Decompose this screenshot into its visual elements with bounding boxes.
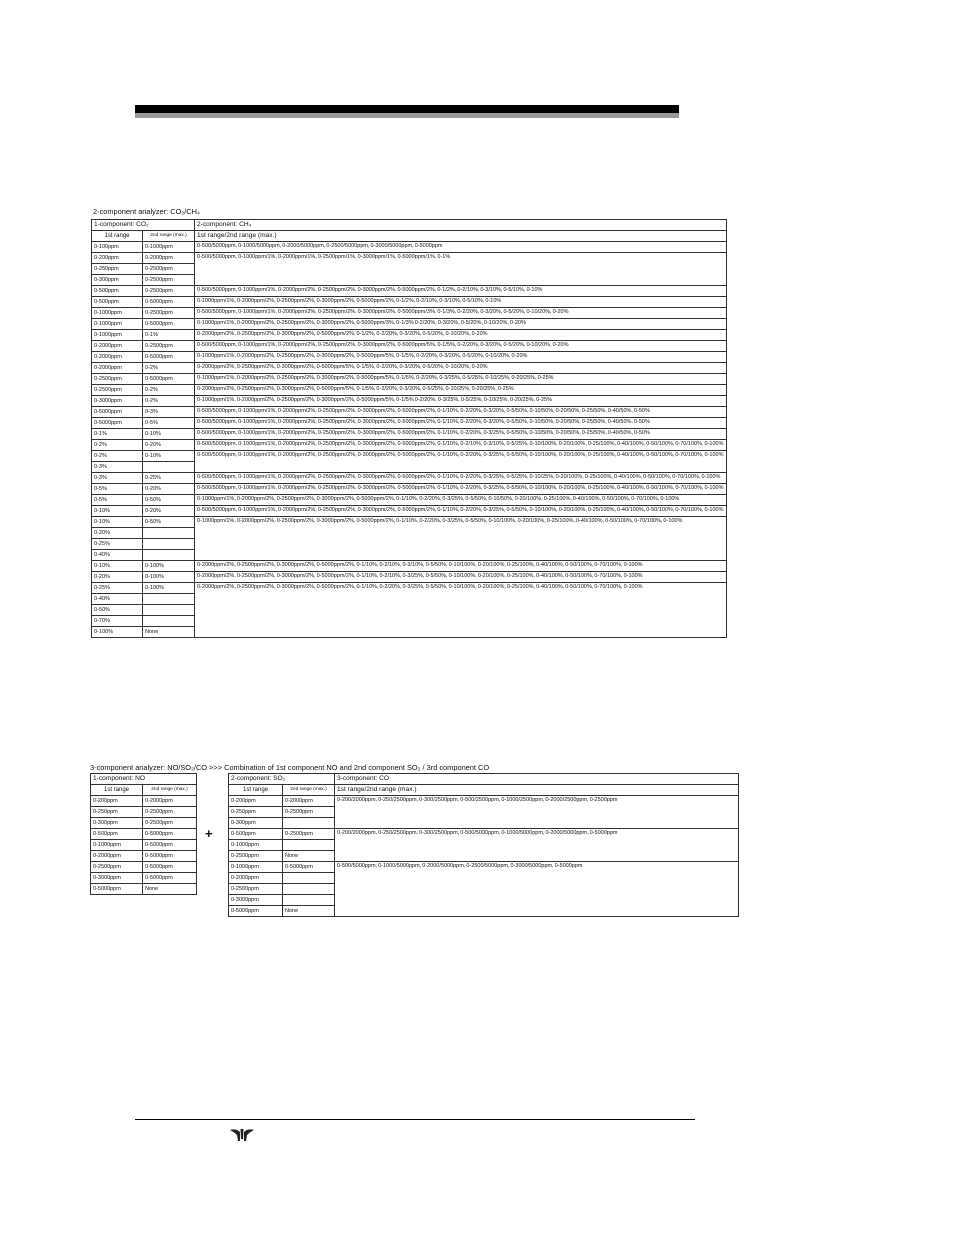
co2-first-range-cell: 0-1%: [92, 429, 143, 440]
co2-second-range-cell: 0-100%: [143, 561, 195, 572]
co2-second-range-cell: 0-2500ppm: [143, 275, 195, 286]
co2-first-range-cell: 0-1000ppm: [92, 330, 143, 341]
ch4-range-list-cell: 0-500/5000ppm, 0-1000ppm/1%, 0-2000ppm/1%, 0-2500ppm/1%, 0-3000ppm/1%, 0-5000ppm/1%, 0-1%: [195, 253, 727, 286]
so2-first-range-cell: 0-2500ppm: [229, 884, 283, 895]
table-row: [92, 572, 727, 583]
co2-first-range-cell: 0-500ppm: [92, 286, 143, 297]
co2-second-range-cell: 0-2%: [143, 363, 195, 374]
co2-second-range-cell: [143, 528, 195, 539]
table-row: [92, 253, 727, 264]
ch4-range-list-cell: 0-500/5000ppm, 0-1000ppm/1%, 0-2000ppm/2%, 0-2500ppm/2%, 0-3000ppm/2%, 0-5000ppm/2%, 0-1/10%, 0-2/20%, 0-3/25%, 0-5/50%, 0-10/100%, 0-20/100%, 0-25/100%, 0-40/100%, 0-50/100%, 0-70/100%, 0-100%: [195, 451, 727, 473]
table-row: [91, 873, 197, 884]
table2-subhead-1st: 1st range: [91, 785, 143, 796]
table-row: [92, 385, 727, 396]
co2-first-range-cell: 0-5000ppm: [92, 418, 143, 429]
table-row: [91, 862, 197, 873]
co2-second-range-cell: 0-20%: [143, 506, 195, 517]
co2-first-range-cell: 0-1000ppm: [92, 319, 143, 330]
co2-first-range-cell: 0-20%: [92, 572, 143, 583]
co-range-list-cell: 0-200/2000ppm, 0-250/2500ppm, 0-300/2500ppm, 0-500/2500ppm, 0-1000/2500ppm, 0-2000/2500ppm, 0-2500ppm: [335, 796, 739, 829]
co2-first-range-cell: 0-25%: [92, 583, 143, 594]
co2-second-range-cell: 0-5000ppm: [143, 319, 195, 330]
so2-first-range-cell: 0-1000ppm: [229, 862, 283, 873]
co2-first-range-cell: 0-2%: [92, 440, 143, 451]
co2-first-range-cell: 0-50%: [92, 605, 143, 616]
ch4-range-list-cell: 0-1000ppm/1%, 0-2000ppm/2%, 0-2500ppm/2%, 0-3000ppm/2%, 0-5000ppm/2%, 0-1/2%, 0-2/10%, 0-3/10%, 0-5/10%, 0-10%: [195, 297, 727, 308]
ch4-range-list-cell: 0-1000ppm/1%, 0-2000ppm/2%, 0-2500ppm/2%, 0-3000ppm/2%, 0-5000ppm/2%, 0-1/10%, 0-2/20%, 0-3/25%, 0-5/50%, 0-10/100%, 0-20/100%, 0-25/100%, 0-40/100%, 0-50/100%, 0-70/100%, 0-100%: [195, 517, 727, 561]
co2-ch4-range-table: [91, 219, 727, 638]
no-second-range-cell: None: [143, 884, 197, 895]
no-first-range-cell: 0-5000ppm: [91, 884, 143, 895]
no-first-range-cell: 0-300ppm: [91, 818, 143, 829]
ch4-range-list-cell: 0-500/5000ppm, 0-1000ppm/1%, 0-2000ppm/2%, 0-2500ppm/2%, 0-3000ppm/2%, 0-5000ppm/2%, 0-1/10%, 0-2/20%, 0-3/25%, 0-5/25%, 0-10/25%, 0-20/100%, 0-25/100%, 0-40/100%, 0-50/100%, 0-70/100%, 0-100%: [195, 473, 727, 484]
table-row: [92, 484, 727, 495]
plus-sign: +: [205, 826, 213, 841]
table3-subhead-ranges: 1st range/2nd range (max.): [335, 785, 739, 796]
table2-head: 1-component: NO: [91, 774, 197, 785]
co-range-list-cell: 0-200/2000ppm, 0-250/2500ppm, 0-300/2500ppm, 0-500/5000ppm, 0-1000/5000ppm, 0-2000/5000ppm, 0-5000ppm: [335, 829, 739, 862]
footer-rule: [135, 1119, 695, 1120]
co2-second-range-cell: 0-2%: [143, 396, 195, 407]
co2-second-range-cell: 0-50%: [143, 517, 195, 528]
co2-first-range-cell: 0-3%: [92, 473, 143, 484]
table-row: [92, 506, 727, 517]
so2-first-range-cell: 0-2000ppm: [229, 873, 283, 884]
table-row: [91, 807, 197, 818]
so2-second-range-cell: [283, 840, 335, 851]
co2-second-range-cell: 0-20%: [143, 484, 195, 495]
co2-first-range-cell: 0-5000ppm: [92, 407, 143, 418]
no-second-range-cell: 0-5000ppm: [143, 862, 197, 873]
table-row: [92, 495, 727, 506]
so2-co-range-table: [228, 773, 739, 917]
teledyne-logo-icon: [229, 1127, 255, 1143]
so2-second-range-cell: None: [283, 906, 335, 917]
table-row: [91, 851, 197, 862]
co2-first-range-cell: 0-5%: [92, 484, 143, 495]
co2-first-range-cell: 0-10%: [92, 506, 143, 517]
no-first-range-cell: 0-2500ppm: [91, 862, 143, 873]
so2-second-range-cell: [283, 895, 335, 906]
table-row: [92, 451, 727, 462]
ch4-range-list-cell: 0-500/5000ppm, 0-1000ppm/1%, 0-2000ppm/2%, 0-2500ppm/2%, 0-3000ppm/2%, 0-5000ppm/2%, 0-1/10%, 0-2/20%, 0-3/25%, 0-5/50%, 0-10/100%, 0-20/100%, 0-25/100%, 0-40/100%, 0-50/100%, 0-70/100%, 0-100%: [195, 506, 727, 517]
ch4-range-list-cell: 0-500/5000ppm, 0-1000ppm/1%, 0-2000ppm/2%, 0-2500ppm/2%, 0-3000ppm/2%, 0-5000ppm/5%, 0-1/5%, 0-2/20%, 0-3/20%, 0-5/20%, 0-10/20%, 0-20%: [195, 341, 727, 352]
table-row: [92, 308, 727, 319]
co2-second-range-cell: 0-5%: [143, 418, 195, 429]
table-row: [91, 840, 197, 851]
co2-first-range-cell: 0-2500ppm: [92, 374, 143, 385]
no-second-range-cell: 0-2000ppm: [143, 796, 197, 807]
ch4-range-list-cell: 0-1000ppm/1%, 0-2000ppm/2%, 0-2500ppm/2%, 0-3000ppm/2%, 0-5000ppm/2%, 0-1/10%, 0-2/20%, 0-3/25%, 0-5/50%, 0-10/50%, 0-20/100%, 0-25/100%, 0-40/100%, 0-50/100%, 0-70/100%, 0-100%: [195, 495, 727, 506]
table-row: [92, 473, 727, 484]
co2-second-range-cell: 0-10%: [143, 429, 195, 440]
ch4-range-list-cell: 0-500/5000ppm, 0-1000ppm/1%, 0-2000ppm/2%, 0-2500ppm/2%, 0-3000ppm/2%, 0-5000ppm/2%, 0-1/2%, 0-2/10%, 0-3/10%, 0-5/10%, 0-10%: [195, 286, 727, 297]
co2-second-range-cell: 0-2500ppm: [143, 341, 195, 352]
co2-second-range-cell: 0-25%: [143, 473, 195, 484]
co2-second-range-cell: 0-1000ppm: [143, 242, 195, 253]
no-first-range-cell: 0-200ppm: [91, 796, 143, 807]
so2-first-range-cell: 0-300ppm: [229, 818, 283, 829]
table-row: [91, 884, 197, 895]
table-row: [92, 341, 727, 352]
co2-second-range-cell: 0-50%: [143, 495, 195, 506]
co2-first-range-cell: 0-2%: [92, 451, 143, 462]
co2-second-range-cell: [143, 594, 195, 605]
co2-second-range-cell: 0-20%: [143, 440, 195, 451]
so2-first-range-cell: 0-1000ppm: [229, 840, 283, 851]
so2-second-range-cell: 0-2500ppm: [283, 807, 335, 818]
table-row: [92, 319, 727, 330]
table-row: [92, 407, 727, 418]
co2-second-range-cell: [143, 616, 195, 627]
table-row: [92, 440, 727, 451]
ch4-range-list-cell: 0-500/5000ppm, 0-1000/5000ppm, 0-2000/5000ppm, 0-2500/5000ppm, 0-3000/5000ppm, 0-5000ppm: [195, 242, 727, 253]
table-row: [92, 418, 727, 429]
co2-first-range-cell: 0-100ppm: [92, 242, 143, 253]
co2-second-range-cell: 0-100%: [143, 572, 195, 583]
co2-first-range-cell: 0-3000ppm: [92, 396, 143, 407]
table-row: [92, 374, 727, 385]
table-row: [92, 561, 727, 572]
co2-first-range-cell: 0-100%: [92, 627, 143, 638]
table-row: [92, 363, 727, 374]
co2-first-range-cell: 0-300ppm: [92, 275, 143, 286]
co2-second-range-cell: 0-2000ppm: [143, 253, 195, 264]
co2-second-range-cell: 0-1%: [143, 330, 195, 341]
so2-second-range-cell: [283, 873, 335, 884]
ch4-range-list-cell: 0-2000ppm/2%, 0-2500ppm/2%, 0-3000ppm/2%, 0-5000ppm/2%, 0-1/2%, 0-2/20%, 0-3/20%, 0-5/20%, 0-10/20%, 0-20%: [195, 330, 727, 341]
co2-second-range-cell: 0-10%: [143, 451, 195, 462]
table1-col-head-co2: 1-component: CO₂: [92, 220, 195, 231]
ch4-range-list-cell: 0-2000ppm/2%, 0-2500ppm/2%, 0-3000ppm/2%, 0-5000ppm/2%, 0-1/10%, 0-2/10%, 0-3/10%, 0-5/50%, 0-10/100%, 0-20/100%, 0-25/100%, 0-40/100%, 0-50/100%, 0-70/100%, 0-100%: [195, 561, 727, 572]
co2-first-range-cell: 0-10%: [92, 517, 143, 528]
no-range-table: [90, 773, 197, 895]
no-first-range-cell: 0-250ppm: [91, 807, 143, 818]
co2-first-range-cell: 0-20%: [92, 528, 143, 539]
table-row: [91, 796, 197, 807]
co2-second-range-cell: [143, 462, 195, 473]
table-row: [92, 297, 727, 308]
co2-second-range-cell: 0-5000ppm: [143, 374, 195, 385]
co2-first-range-cell: 0-5%: [92, 495, 143, 506]
so2-first-range-cell: 0-2500ppm: [229, 851, 283, 862]
co2-first-range-cell: 0-40%: [92, 594, 143, 605]
table1-subhead-1st: 1st range: [92, 231, 143, 242]
table-row: [92, 330, 727, 341]
table-row: [91, 829, 197, 840]
header-rule-shadow: [135, 113, 679, 118]
co2-first-range-cell: 0-40%: [92, 550, 143, 561]
no-first-range-cell: 0-3000ppm: [91, 873, 143, 884]
table1-subhead-2nd: 2nd range (max.): [143, 231, 195, 242]
no-second-range-cell: 0-2500ppm: [143, 807, 197, 818]
so2-first-range-cell: 0-500ppm: [229, 829, 283, 840]
co2-second-range-cell: [143, 550, 195, 561]
ch4-range-list-cell: 0-2000ppm/2%, 0-2500ppm/2%, 0-3000ppm/2%, 0-5000ppm/2%, 0-1/10%, 0-2/10%, 0-3/25%, 0-5/50%, 0-10/100%, 0-20/100%, 0-25/100%, 0-40/100%, 0-50/100%, 0-70/100%, 0-100%: [195, 572, 727, 583]
ch4-range-list-cell: 0-500/5000ppm, 0-1000ppm/1%, 0-2000ppm/2%, 0-2500ppm/2%, 0-3000ppm/2%, 0-5000ppm/2%, 0-1/10%, 0-2/20%, 0-3/20%, 0-5/50%, 0-10/50%, 0-20/50%, 0-25/50%, 0-40/50%, 0-50%: [195, 407, 727, 418]
ch4-range-list-cell: 0-1000ppm/1%, 0-2000ppm/2%, 0-2500ppm/2%, 0-3000ppm/2%, 0-5000ppm/5%, 0-1/5%, 0-2/20%, 0-3/25%, 0-5/25%, 0-10/25%, 0-20/25%, 0-25%: [195, 374, 727, 385]
ch4-range-list-cell: 0-1000ppm/1%, 0-2000ppm/2%, 0-2500ppm/2%, 0-3000ppm/2%, 0-5000ppm/5%, 0-1/5% 0-2/20%, 0-3/25%, 0-5/25%, 0-10/25%, 0-20/25%, 0-25%: [195, 396, 727, 407]
co2-second-range-cell: 0-3%: [143, 407, 195, 418]
no-second-range-cell: 0-5000ppm: [143, 851, 197, 862]
co2-second-range-cell: 0-5000ppm: [143, 297, 195, 308]
so2-second-range-cell: None: [283, 851, 335, 862]
so2-first-range-cell: 0-3000ppm: [229, 895, 283, 906]
table-row: [229, 829, 739, 840]
no-first-range-cell: 0-500ppm: [91, 829, 143, 840]
ch4-range-list-cell: 0-1000ppm/1%, 0-2000ppm/2%, 0-2500ppm/2%, 0-3000ppm/2%, 0-5000ppm/5%, 0-1/5%, 0-2/20%, 0-3/20%, 0-5/20%, 0-10/20%, 0-20%: [195, 352, 727, 363]
table1-caption: 2-component analyzer: CO₂/CH₄: [93, 207, 200, 216]
table2-caption: 3-component analyzer: NO/SO₂/CO >>> Combination of 1st component NO and 2nd component SO₂ / 3rd component CO: [90, 763, 490, 772]
ch4-range-list-cell: 0-500/5000ppm, 0-1000ppm/1%, 0-2000ppm/2%, 0-2500ppm/2%, 0-3000ppm/2%, 0-5000ppm/2%, 0-1/10%, 0-2/10%, 0-3/10%, 0-5/25%, 0-10/100%, 0-20/100%, 0-25/100%, 0-40/100%, 0-50/100%, 0-70/100%, 0-100%: [195, 440, 727, 451]
table-row: [92, 583, 727, 594]
co2-first-range-cell: 0-10%: [92, 561, 143, 572]
co2-second-range-cell: 0-2500ppm: [143, 286, 195, 297]
co2-first-range-cell: 0-25%: [92, 539, 143, 550]
table1-col-head-ch4: 2-component: CH₄: [195, 220, 727, 231]
table-row: [229, 796, 739, 807]
so2-first-range-cell: 0-5000ppm: [229, 906, 283, 917]
co2-second-range-cell: 0-100%: [143, 583, 195, 594]
no-second-range-cell: 0-5000ppm: [143, 829, 197, 840]
co2-first-range-cell: 0-2000ppm: [92, 352, 143, 363]
table2-subhead-2nd: 2nd range (max.): [143, 785, 197, 796]
co2-first-range-cell: 0-70%: [92, 616, 143, 627]
co-range-list-cell: 0-500/5000ppm, 0-1000/5000ppm, 0-2000/5000ppm, 0-2500/5000ppm, 0-3000/5000ppm, 0-5000ppm: [335, 862, 739, 917]
table-row: [92, 242, 727, 253]
co2-second-range-cell: [143, 539, 195, 550]
no-second-range-cell: 0-5000ppm: [143, 873, 197, 884]
co2-first-range-cell: 0-2000ppm: [92, 363, 143, 374]
header-rule: [135, 105, 679, 113]
table-row: [229, 862, 739, 873]
co2-second-range-cell: None: [143, 627, 195, 638]
so2-second-range-cell: [283, 818, 335, 829]
ch4-range-list-cell: 0-2000ppm/2%, 0-2500ppm/2%, 0-3000ppm/2%, 0-5000ppm/2%, 0-1/10%, 0-2/20%, 0-3/25%, 0-5/50%, 0-10/100%, 0-20/100%, 0-25/100%, 0-40/100%, 0-50/100%, 0-70/100%, 0-100%: [195, 583, 727, 638]
so2-second-range-cell: 0-2500ppm: [283, 829, 335, 840]
so2-first-range-cell: 0-250ppm: [229, 807, 283, 818]
table-row: [92, 517, 727, 528]
co2-first-range-cell: 0-500ppm: [92, 297, 143, 308]
co2-second-range-cell: 0-2%: [143, 385, 195, 396]
co2-first-range-cell: 0-250ppm: [92, 264, 143, 275]
table3-subhead-2nd: 2nd range (max.): [283, 785, 335, 796]
table3-subhead-1st: 1st range: [229, 785, 283, 796]
no-first-range-cell: 0-2000ppm: [91, 851, 143, 862]
co2-second-range-cell: 0-2500ppm: [143, 264, 195, 275]
so2-second-range-cell: [283, 884, 335, 895]
co2-first-range-cell: 0-2500ppm: [92, 385, 143, 396]
table3-head-so2: 2-component: SO₂: [229, 774, 335, 785]
table-row: [91, 818, 197, 829]
co2-first-range-cell: 0-3%: [92, 462, 143, 473]
ch4-range-list-cell: 0-500/5000ppm, 0-1000ppm/1%, 0-2000ppm/2%, 0-2500ppm/2%, 0-3000ppm/2%, 0-5000ppm/2%, 0-1/10%, 0-2/20%, 0-3/20%, 0-5/50%, 0-10/50%, 0-20/50%, 0-25/50%, 0-40/50%, 0-50%: [195, 418, 727, 429]
ch4-range-list-cell: 0-2000ppm/2%, 0-2500ppm/2%, 0-3000ppm/2%, 0-5000ppm/5%, 0-1/5%, 0-2/20%, 0-3/20%, 0-5/20%, 0-10/20%, 0-20%: [195, 363, 727, 374]
so2-first-range-cell: 0-200ppm: [229, 796, 283, 807]
ch4-range-list-cell: 0-500/5000ppm, 0-1000ppm/1%, 0-2000ppm/2%, 0-2500ppm/2%, 0-3000ppm/2%, 0-5000ppm/2%, 0-1/10%, 0-2/20%, 0-3/25%, 0-5/50%, 0-10/50%, 0-20/50%, 0-25/50%, 0-40/50%, 0-50%: [195, 429, 727, 440]
so2-second-range-cell: 0-5000ppm: [283, 862, 335, 873]
table-row: [92, 429, 727, 440]
co2-first-range-cell: 0-1000ppm: [92, 308, 143, 319]
table-row: [92, 396, 727, 407]
table1-subhead-ranges: 1st range/2nd range (max.): [195, 231, 727, 242]
co2-second-range-cell: 0-2500ppm: [143, 308, 195, 319]
so2-second-range-cell: 0-2000ppm: [283, 796, 335, 807]
co2-second-range-cell: [143, 605, 195, 616]
co2-first-range-cell: 0-200ppm: [92, 253, 143, 264]
co2-first-range-cell: 0-2000ppm: [92, 341, 143, 352]
table-row: [92, 352, 727, 363]
ch4-range-list-cell: 0-1000ppm/1%, 0-2000ppm/2%, 0-2500ppm/2%, 0-3000ppm/2%, 0-5000ppm/3%, 0-1/3% 0-2/20%, 0-3/20%, 0-5/20%, 0-10/20%, 0-20%: [195, 319, 727, 330]
table-row: [92, 286, 727, 297]
table3-head-co: 3-component: CO: [335, 774, 739, 785]
no-second-range-cell: 0-2500ppm: [143, 818, 197, 829]
ch4-range-list-cell: 0-500/5000ppm, 0-1000ppm/1%, 0-2000ppm/2%, 0-2500ppm/2%, 0-3000ppm/2%, 0-5000ppm/3%, 0-1/3%, 0-2/20%, 0-3/20%, 0-5/20%, 0-10/20%, 0-20%: [195, 308, 727, 319]
co2-second-range-cell: 0-5000ppm: [143, 352, 195, 363]
no-first-range-cell: 0-1000ppm: [91, 840, 143, 851]
ch4-range-list-cell: 0-500/5000ppm, 0-1000ppm/1%, 0-2000ppm/2%, 0-2500ppm/2%, 0-3000ppm/2%, 0-5000ppm/2%, 0-1/10%, 0-2/20%, 0-3/25%, 0-5/50%, 0-10/100%, 0-20/100%, 0-25/100%, 0-40/100%, 0-50/100%, 0-70/100%, 0-100%: [195, 484, 727, 495]
no-second-range-cell: 0-5000ppm: [143, 840, 197, 851]
ch4-range-list-cell: 0-2000ppm/2%, 0-2500ppm/2%, 0-3000ppm/2%, 0-5000ppm/5%, 0-1/5%, 0-2/20%, 0-3/20%, 0-5/25%, 0-10/25%, 0-20/25%, 0-25%: [195, 385, 727, 396]
